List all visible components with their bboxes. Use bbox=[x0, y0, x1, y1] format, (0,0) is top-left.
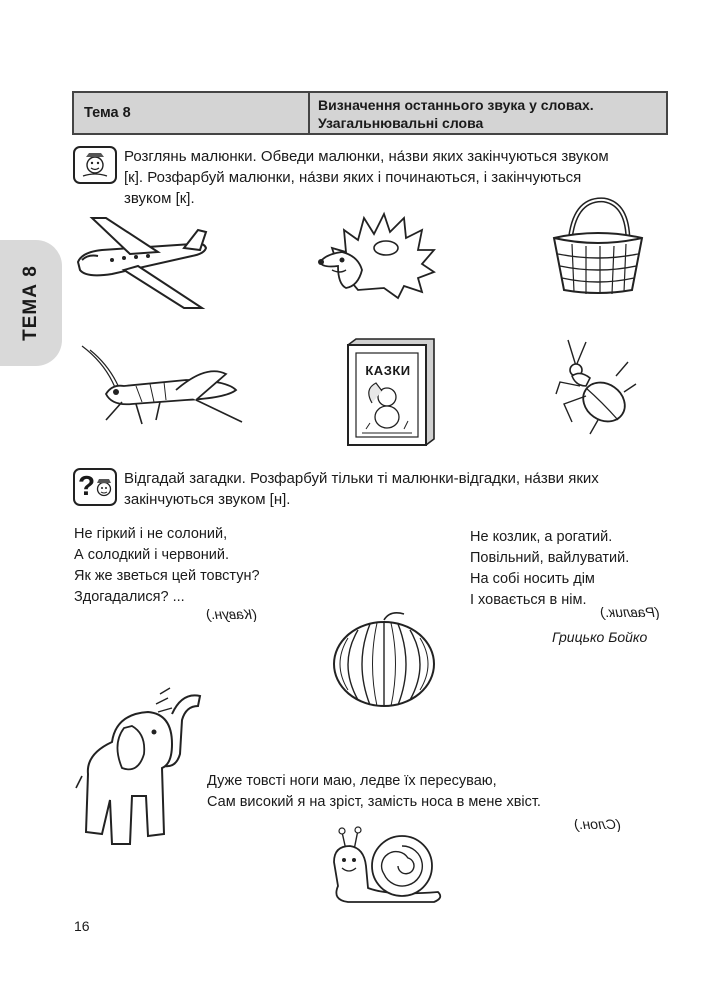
riddle2-line: І ховається в нім. bbox=[470, 592, 587, 608]
page-number: 16 bbox=[74, 918, 90, 934]
riddle1-line: А солодкий і червоний. bbox=[74, 547, 230, 563]
hedgehog-picture bbox=[318, 208, 438, 303]
riddle2-answer-text: (Равлик.) bbox=[600, 604, 660, 620]
riddle3-line: Дуже товсті ноги маю, ледве їх пересуваю, bbox=[207, 773, 497, 789]
topic-title-line2: Узагальнювальні слова bbox=[318, 115, 484, 131]
topic-header bbox=[72, 91, 668, 135]
riddle2-author: Грицько Бойко bbox=[552, 629, 648, 645]
riddle3-answer-text: (Слон.) bbox=[574, 816, 621, 832]
topic-title bbox=[310, 93, 666, 133]
side-tab-label: ТЕМА 8 bbox=[20, 265, 41, 341]
task2-text bbox=[124, 468, 669, 510]
task2-line2: закінчуються звуком [н]. bbox=[124, 491, 291, 508]
riddle-elephant bbox=[207, 771, 667, 813]
airplane-picture bbox=[72, 212, 212, 312]
riddle1-line: Як же зветься цей товстун? bbox=[74, 568, 260, 584]
elephant-picture bbox=[72, 684, 212, 854]
beetle-picture bbox=[546, 336, 636, 436]
fairy-tales-book-picture bbox=[346, 339, 436, 447]
snail-picture bbox=[328, 826, 448, 906]
riddle2-line: Повільний, вайлуватий. bbox=[470, 550, 630, 566]
riddle1-answer-text: (Кавун.) bbox=[206, 606, 257, 622]
task1-line3: звуком [к]. bbox=[124, 190, 195, 207]
riddle2-answer bbox=[600, 604, 659, 620]
riddle-snail bbox=[470, 527, 670, 611]
topic-number: Тема 8 bbox=[74, 93, 310, 133]
riddle-task-icon bbox=[73, 468, 117, 506]
basket-picture bbox=[548, 196, 648, 296]
watermelon-picture bbox=[330, 608, 440, 708]
grasshopper-picture bbox=[76, 344, 246, 429]
riddle2-line: Не козлик, а рогатий. bbox=[470, 529, 613, 545]
riddle3-line: Сам високий я на зріст, замість носа в мене хвіст. bbox=[207, 794, 541, 810]
topic-title-line1: Визначення останнього звука у словах. bbox=[318, 97, 594, 113]
task1-line2: [к]. Розфарбуй малюнки, на́зви яких і починаються, і закінчуються bbox=[124, 169, 582, 186]
question-mark-icon: ? bbox=[78, 470, 96, 501]
riddle1-line: Не гіркий і не солоний, bbox=[74, 526, 228, 542]
look-task-icon bbox=[73, 146, 117, 184]
riddle1-line: Здогадалися? ... bbox=[74, 589, 185, 605]
task1-line1: Розглянь малюнки. Обведи малюнки, на́зви яких закінчуються звуком bbox=[124, 148, 609, 165]
side-tab bbox=[0, 240, 62, 366]
riddle3-answer bbox=[574, 816, 621, 832]
task2-line1: Відгадай загадки. Розфарбуй тільки ті малюнки-відгадки, на́зви яких bbox=[124, 470, 599, 487]
riddle2-line: На собі носить дім bbox=[470, 571, 595, 587]
book-title: КАЗКИ bbox=[365, 363, 411, 378]
riddle-watermelon bbox=[74, 524, 314, 608]
riddle1-answer bbox=[206, 606, 257, 622]
